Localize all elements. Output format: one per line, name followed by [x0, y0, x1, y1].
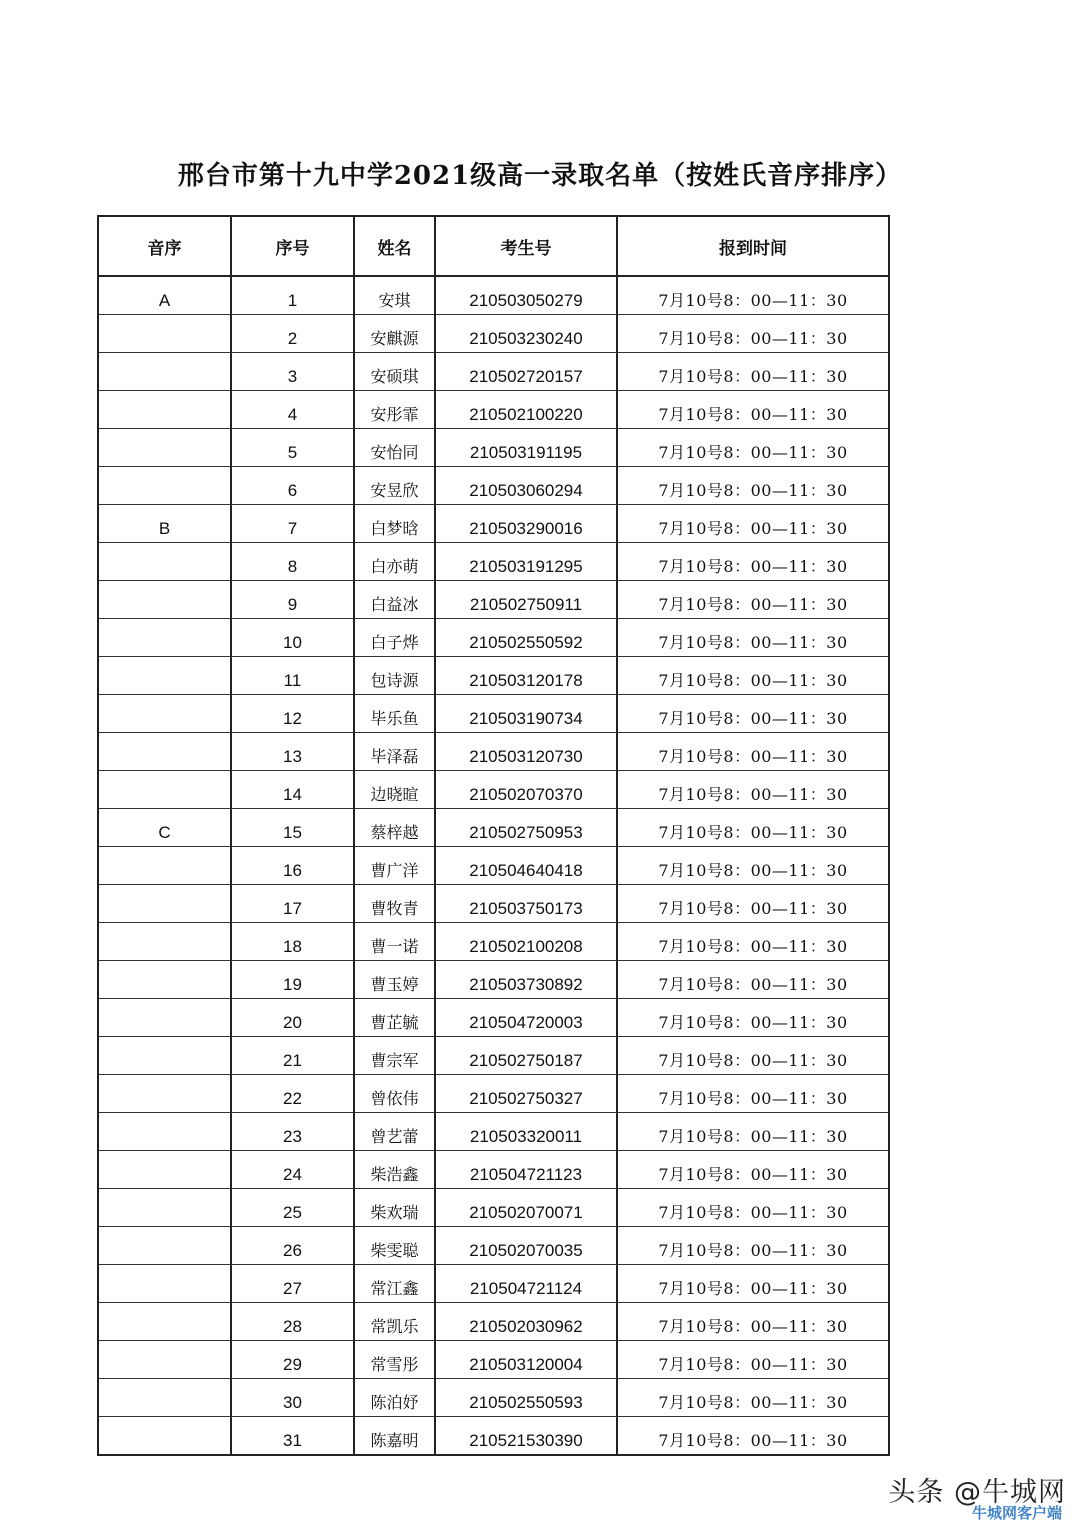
table-row [98, 999, 889, 1037]
cell-name: 曹牧青 [354, 885, 435, 923]
cell-number: 12 [231, 695, 354, 733]
cell-number: 18 [231, 923, 354, 961]
document-title: 邢台市第十九中学2021级高一录取名单（按姓氏音序排序） [177, 161, 903, 191]
cell-number: 10 [231, 619, 354, 657]
cell-group [98, 1113, 231, 1151]
cell-number: 7 [231, 505, 354, 543]
cell-group [98, 315, 231, 353]
cell-number: 17 [231, 885, 354, 923]
table-body [98, 276, 889, 1455]
cell-name: 曹玉婷 [354, 961, 435, 999]
cell-name: 陈嘉明 [354, 1417, 435, 1456]
cell-number: 23 [231, 1113, 354, 1151]
cell-name: 常凯乐 [354, 1303, 435, 1341]
cell-number: 27 [231, 1265, 354, 1303]
cell-name: 安昱欣 [354, 467, 435, 505]
cell-exam-id: 210503230240 [435, 315, 617, 353]
table-row [98, 505, 889, 543]
cell-exam-id: 210502100208 [435, 923, 617, 961]
cell-group [98, 353, 231, 391]
cell-number: 15 [231, 809, 354, 847]
table-row [98, 619, 889, 657]
cell-name: 陈泊妤 [354, 1379, 435, 1417]
header-name: 姓名 [354, 216, 435, 276]
cell-number: 14 [231, 771, 354, 809]
cell-report-time: 7月10号8：00—11：30 [617, 315, 889, 353]
cell-group [98, 581, 231, 619]
cell-report-time: 7月10号8：00—11：30 [617, 467, 889, 505]
cell-name: 曹广洋 [354, 847, 435, 885]
cell-report-time: 7月10号8：00—11：30 [617, 771, 889, 809]
cell-name: 曹一诺 [354, 923, 435, 961]
cell-report-time: 7月10号8：00—11：30 [617, 1265, 889, 1303]
cell-exam-id: 210502720157 [435, 353, 617, 391]
cell-report-time: 7月10号8：00—11：30 [617, 885, 889, 923]
cell-report-time: 7月10号8：00—11：30 [617, 999, 889, 1037]
cell-report-time: 7月10号8：00—11：30 [617, 695, 889, 733]
cell-group [98, 1151, 231, 1189]
cell-report-time: 7月10号8：00—11：30 [617, 961, 889, 999]
cell-number: 4 [231, 391, 354, 429]
cell-group [98, 1265, 231, 1303]
table-row [98, 961, 889, 999]
cell-report-time: 7月10号8：00—11：30 [617, 847, 889, 885]
cell-name: 安琪 [354, 276, 435, 315]
cell-report-time: 7月10号8：00—11：30 [617, 733, 889, 771]
watermark: 头条 @牛城网 [888, 1477, 1066, 1508]
table-row [98, 581, 889, 619]
cell-exam-id: 210503120004 [435, 1341, 617, 1379]
table-row [98, 467, 889, 505]
cell-group [98, 1379, 231, 1417]
table-row [98, 1037, 889, 1075]
cell-exam-id: 210503191195 [435, 429, 617, 467]
cell-name: 曹芷毓 [354, 999, 435, 1037]
cell-name: 曹宗军 [354, 1037, 435, 1075]
table-row [98, 429, 889, 467]
cell-number: 3 [231, 353, 354, 391]
cell-exam-id: 210502550593 [435, 1379, 617, 1417]
cell-name: 曾艺蕾 [354, 1113, 435, 1151]
cell-report-time: 7月10号8：00—11：30 [617, 1417, 889, 1456]
table-row [98, 1189, 889, 1227]
cell-exam-id: 210521530390 [435, 1417, 617, 1456]
cell-number: 9 [231, 581, 354, 619]
cell-group [98, 1417, 231, 1456]
table-row [98, 276, 889, 315]
table-row [98, 1151, 889, 1189]
cell-report-time: 7月10号8：00—11：30 [617, 1075, 889, 1113]
table-row [98, 1379, 889, 1417]
cell-group [98, 885, 231, 923]
table-row [98, 885, 889, 923]
cell-group [98, 467, 231, 505]
table-row [98, 847, 889, 885]
cell-exam-id: 210503191295 [435, 543, 617, 581]
cell-exam-id: 210503060294 [435, 467, 617, 505]
cell-group [98, 1341, 231, 1379]
cell-exam-id: 210503120178 [435, 657, 617, 695]
cell-group [98, 391, 231, 429]
cell-exam-id: 210502030962 [435, 1303, 617, 1341]
cell-group [98, 733, 231, 771]
cell-number: 5 [231, 429, 354, 467]
cell-name: 蔡梓越 [354, 809, 435, 847]
cell-group: A [98, 276, 231, 315]
cell-group [98, 923, 231, 961]
table-row [98, 1227, 889, 1265]
cell-exam-id: 210502750327 [435, 1075, 617, 1113]
cell-name: 毕泽磊 [354, 733, 435, 771]
cell-report-time: 7月10号8：00—11：30 [617, 619, 889, 657]
cell-report-time: 7月10号8：00—11：30 [617, 809, 889, 847]
cell-name: 柴雯聪 [354, 1227, 435, 1265]
cell-report-time: 7月10号8：00—11：30 [617, 1037, 889, 1075]
cell-exam-id: 210504640418 [435, 847, 617, 885]
cell-number: 22 [231, 1075, 354, 1113]
cell-name: 柴浩鑫 [354, 1151, 435, 1189]
cell-name: 安硕琪 [354, 353, 435, 391]
cell-name: 包诗源 [354, 657, 435, 695]
cell-report-time: 7月10号8：00—11：30 [617, 429, 889, 467]
cell-exam-id: 210502070370 [435, 771, 617, 809]
cell-number: 28 [231, 1303, 354, 1341]
header-exam-id: 考生号 [435, 216, 617, 276]
cell-group [98, 771, 231, 809]
cell-group [98, 429, 231, 467]
cell-group [98, 999, 231, 1037]
cell-group [98, 1189, 231, 1227]
cell-name: 白益冰 [354, 581, 435, 619]
cell-exam-id: 210502750953 [435, 809, 617, 847]
cell-number: 26 [231, 1227, 354, 1265]
table-row [98, 315, 889, 353]
cell-number: 16 [231, 847, 354, 885]
cell-exam-id: 210502100220 [435, 391, 617, 429]
cell-report-time: 7月10号8：00—11：30 [617, 505, 889, 543]
table-header-row [98, 216, 889, 276]
cell-exam-id: 210503190734 [435, 695, 617, 733]
cell-number: 2 [231, 315, 354, 353]
cell-report-time: 7月10号8：00—11：30 [617, 543, 889, 581]
header-number: 序号 [231, 216, 354, 276]
cell-report-time: 7月10号8：00—11：30 [617, 1189, 889, 1227]
cell-exam-id: 210502750911 [435, 581, 617, 619]
cell-exam-id: 210504721123 [435, 1151, 617, 1189]
cell-report-time: 7月10号8：00—11：30 [617, 276, 889, 315]
cell-name: 安彤霏 [354, 391, 435, 429]
cell-report-time: 7月10号8：00—11：30 [617, 581, 889, 619]
cell-group [98, 847, 231, 885]
cell-number: 25 [231, 1189, 354, 1227]
cell-group [98, 543, 231, 581]
cell-name: 边晓暄 [354, 771, 435, 809]
cell-group [98, 619, 231, 657]
table-row [98, 391, 889, 429]
cell-group [98, 695, 231, 733]
cell-number: 13 [231, 733, 354, 771]
cell-report-time: 7月10号8：00—11：30 [617, 353, 889, 391]
cell-group: B [98, 505, 231, 543]
table-row [98, 771, 889, 809]
cell-group [98, 1227, 231, 1265]
cell-report-time: 7月10号8：00—11：30 [617, 1151, 889, 1189]
table-row [98, 1265, 889, 1303]
cell-number: 21 [231, 1037, 354, 1075]
cell-exam-id: 210504720003 [435, 999, 617, 1037]
cell-exam-id: 210502070071 [435, 1189, 617, 1227]
table-row [98, 1303, 889, 1341]
cell-number: 20 [231, 999, 354, 1037]
cell-report-time: 7月10号8：00—11：30 [617, 1341, 889, 1379]
cell-number: 1 [231, 276, 354, 315]
cell-number: 31 [231, 1417, 354, 1456]
cell-report-time: 7月10号8：00—11：30 [617, 657, 889, 695]
cell-group [98, 1037, 231, 1075]
cell-report-time: 7月10号8：00—11：30 [617, 923, 889, 961]
cell-number: 6 [231, 467, 354, 505]
cell-name: 白梦晗 [354, 505, 435, 543]
admission-table [97, 215, 890, 1456]
table-row [98, 1113, 889, 1151]
cell-report-time: 7月10号8：00—11：30 [617, 1379, 889, 1417]
cell-name: 曾依伟 [354, 1075, 435, 1113]
header-report-time: 报到时间 [617, 216, 889, 276]
cell-group: C [98, 809, 231, 847]
cell-group [98, 961, 231, 999]
cell-name: 安怡同 [354, 429, 435, 467]
cell-number: 29 [231, 1341, 354, 1379]
cell-exam-id: 210503320011 [435, 1113, 617, 1151]
cell-name: 安麒源 [354, 315, 435, 353]
cell-report-time: 7月10号8：00—11：30 [617, 1113, 889, 1151]
cell-exam-id: 210502550592 [435, 619, 617, 657]
cell-name: 白子烨 [354, 619, 435, 657]
watermark-sub: 牛城网客户端 [971, 1504, 1062, 1522]
cell-group [98, 657, 231, 695]
table-row [98, 1075, 889, 1113]
table-row [98, 695, 889, 733]
table-row [98, 733, 889, 771]
cell-number: 24 [231, 1151, 354, 1189]
cell-number: 30 [231, 1379, 354, 1417]
table-row [98, 543, 889, 581]
cell-group [98, 1303, 231, 1341]
table-row [98, 353, 889, 391]
cell-exam-id: 210502750187 [435, 1037, 617, 1075]
cell-number: 19 [231, 961, 354, 999]
cell-exam-id: 210503730892 [435, 961, 617, 999]
cell-exam-id: 210502070035 [435, 1227, 617, 1265]
cell-number: 8 [231, 543, 354, 581]
cell-report-time: 7月10号8：00—11：30 [617, 391, 889, 429]
table-row [98, 809, 889, 847]
cell-name: 毕乐鱼 [354, 695, 435, 733]
cell-name: 常江鑫 [354, 1265, 435, 1303]
cell-report-time: 7月10号8：00—11：30 [617, 1227, 889, 1265]
table-row [98, 1417, 889, 1456]
cell-group [98, 1075, 231, 1113]
cell-exam-id: 210504721124 [435, 1265, 617, 1303]
cell-exam-id: 210503050279 [435, 276, 617, 315]
cell-exam-id: 210503750173 [435, 885, 617, 923]
cell-name: 白亦萌 [354, 543, 435, 581]
cell-exam-id: 210503290016 [435, 505, 617, 543]
header-group: 音序 [98, 216, 231, 276]
table-row [98, 923, 889, 961]
cell-name: 柴欢瑞 [354, 1189, 435, 1227]
table-row [98, 1341, 889, 1379]
cell-exam-id: 210503120730 [435, 733, 617, 771]
cell-name: 常雪彤 [354, 1341, 435, 1379]
cell-number: 11 [231, 657, 354, 695]
cell-report-time: 7月10号8：00—11：30 [617, 1303, 889, 1341]
table-row [98, 657, 889, 695]
